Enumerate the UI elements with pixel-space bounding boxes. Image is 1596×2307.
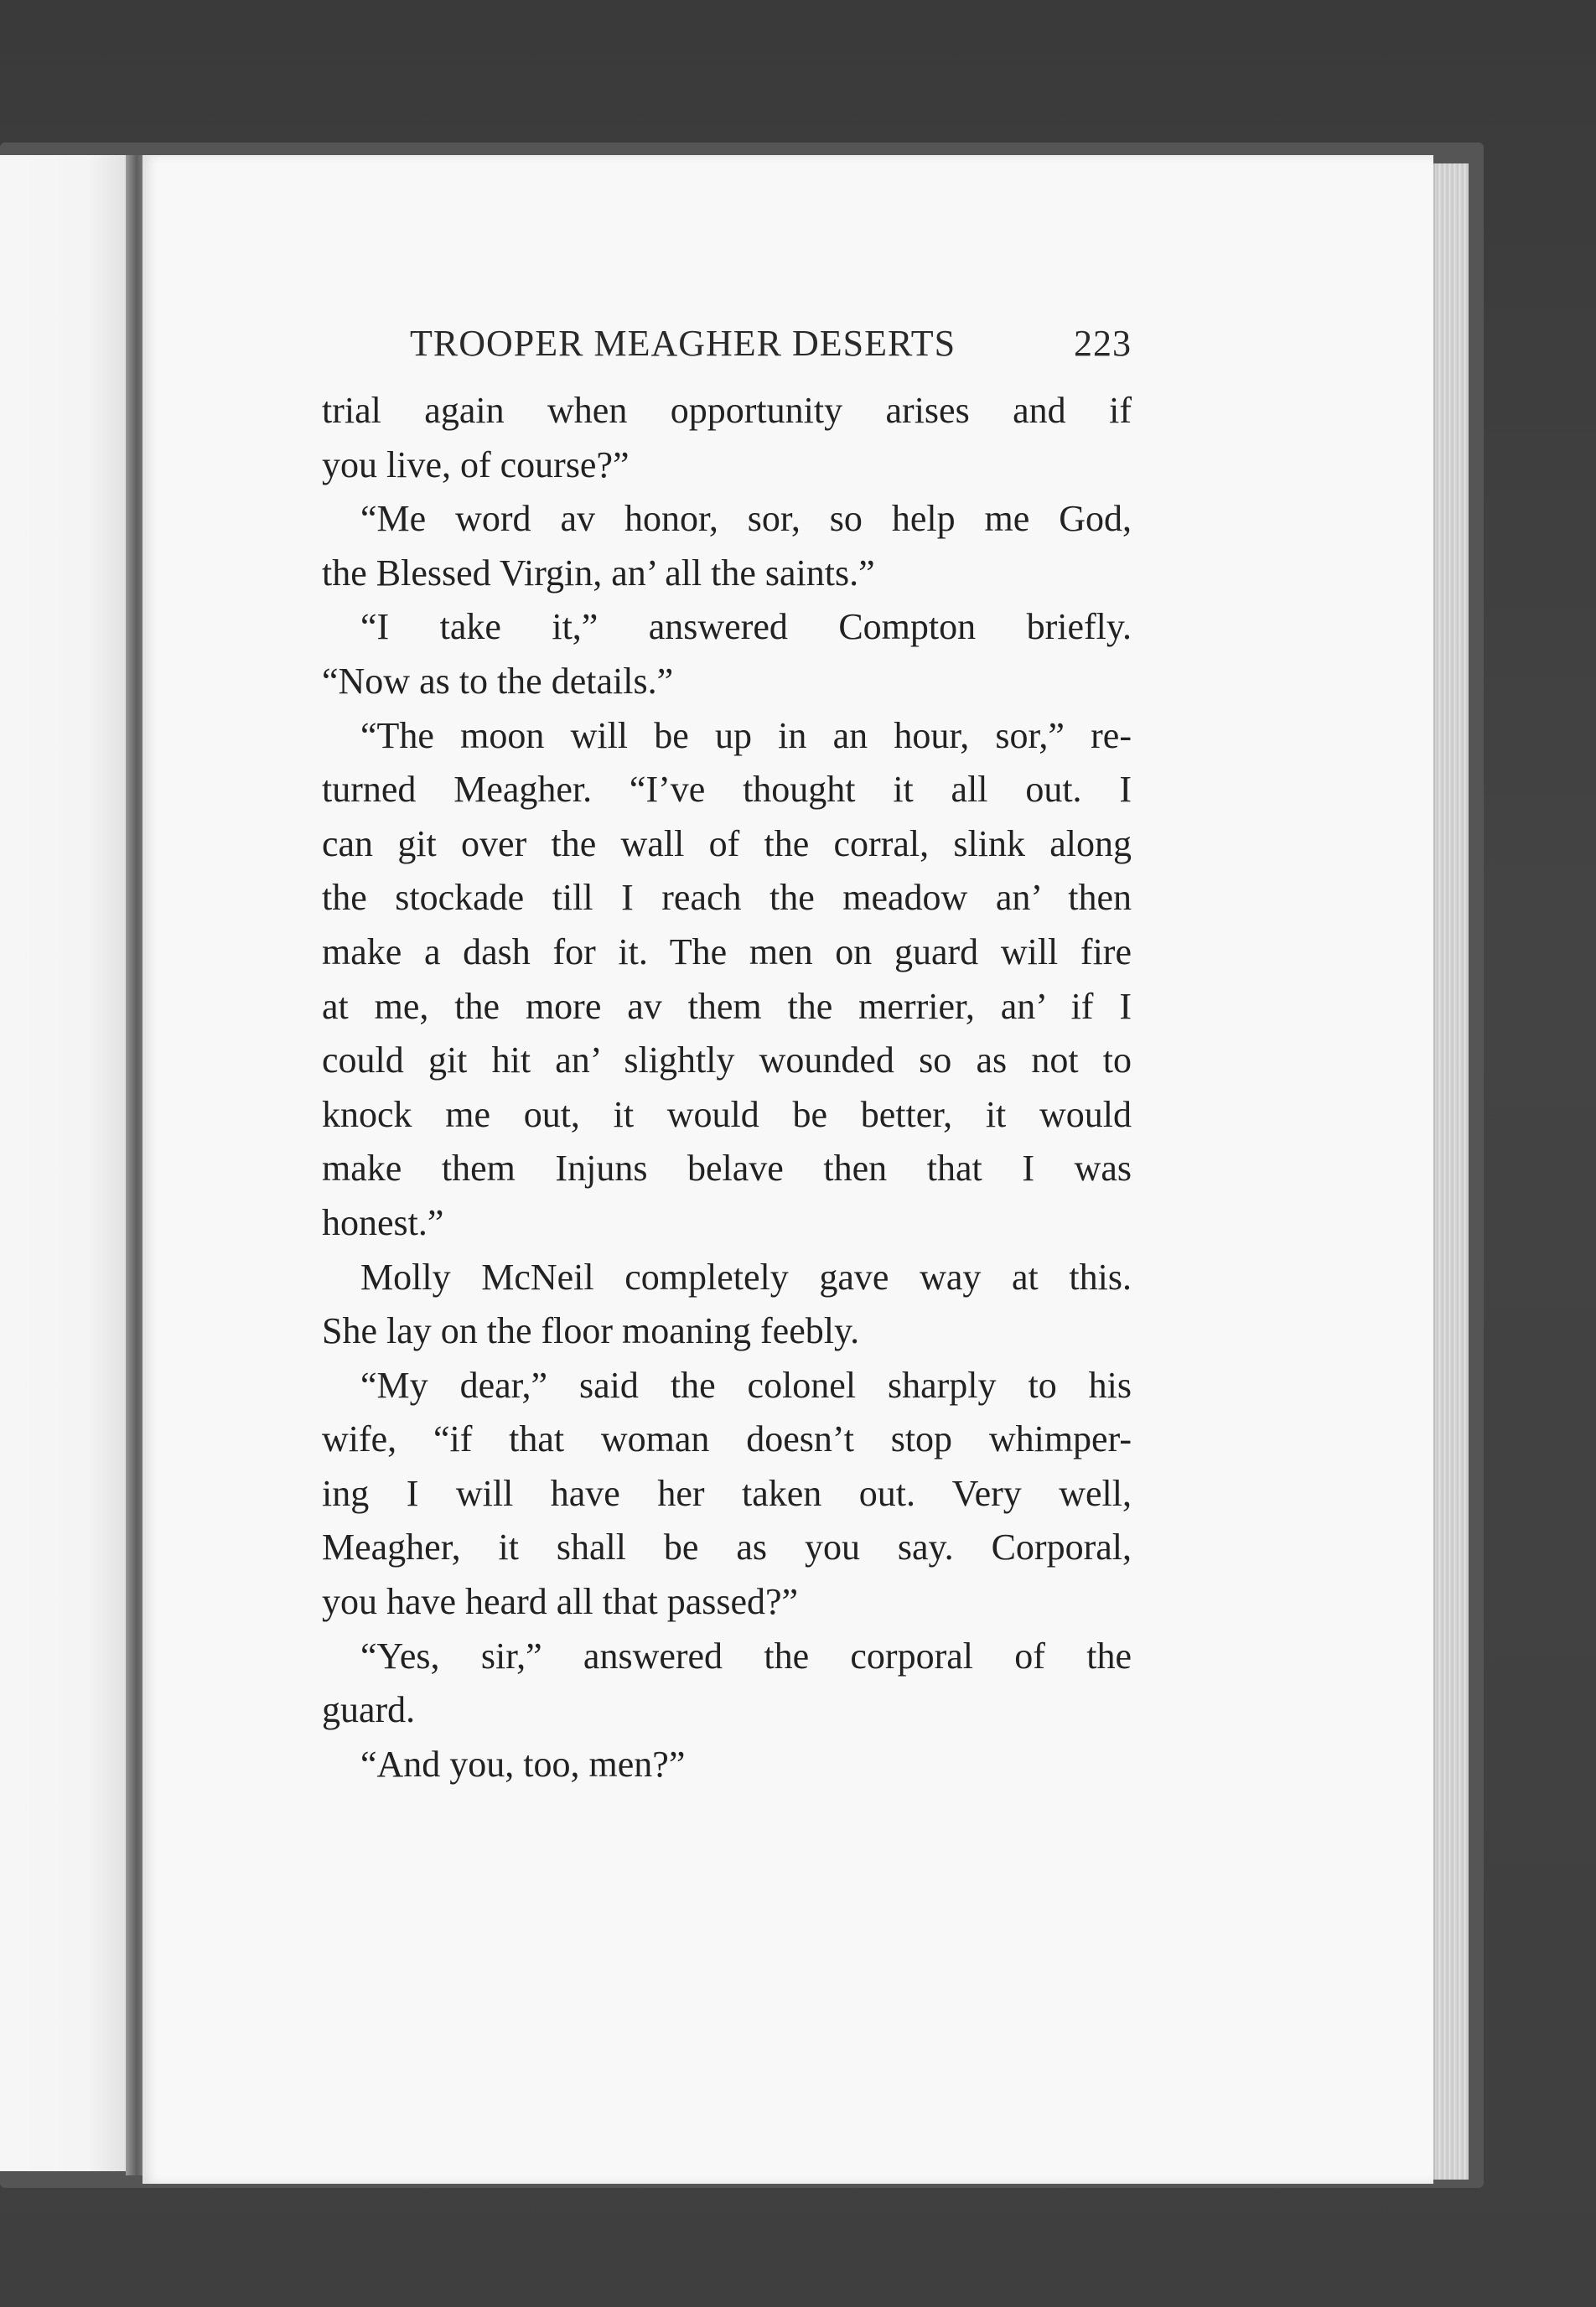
- text-line: trial again when opportunity arises and if: [322, 390, 1132, 431]
- body-text: [322, 384, 1132, 1791]
- text-line: ing I will have her taken out. Very well,: [322, 1472, 1132, 1514]
- text-line: “I take it,” answered Compton briefly.: [360, 606, 1132, 648]
- text-line: could git hit an’ slightly wounded so as not to: [322, 1039, 1132, 1081]
- left-page: [0, 155, 126, 2171]
- running-head: [322, 322, 1132, 367]
- text-line: wife, “if that woman doesn’t stop whimper-: [322, 1418, 1132, 1460]
- text-line: “Yes, sir,” answered the corporal of the: [360, 1635, 1132, 1677]
- text-line: the Blessed Virgin, an’ all the saints.”: [322, 552, 875, 594]
- text-line: guard.: [322, 1689, 416, 1731]
- text-line: Meagher, it shall be as you say. Corporal,: [322, 1527, 1132, 1568]
- page-number: 223: [1074, 323, 1132, 364]
- page-stack-edge: [1433, 163, 1469, 2180]
- text-line: can git over the wall of the corral, slink along: [322, 822, 1132, 864]
- text-line: “My dear,” said the colonel sharply to his: [360, 1364, 1132, 1406]
- text-line: Molly McNeil completely gave way at this.: [360, 1256, 1132, 1298]
- text-line: you live, of course?”: [322, 443, 630, 485]
- text-line: “Now as to the details.”: [322, 660, 674, 702]
- text-line: knock me out, it would be better, it would: [322, 1093, 1132, 1135]
- text-line: make them Injuns belave then that I was: [322, 1148, 1132, 1190]
- text-line: She lay on the floor moaning feebly.: [322, 1310, 860, 1352]
- text-line: honest.”: [322, 1201, 444, 1243]
- text-line: “The moon will be up in an hour, sor,” re-: [360, 714, 1132, 756]
- text-line: you have heard all that passed?”: [322, 1581, 799, 1623]
- running-title: TROOPER MEAGHER DESERTS: [410, 323, 956, 364]
- text-line: turned Meagher. “I’ve thought it all out. I: [322, 769, 1132, 811]
- text-line: “And you, too, men?”: [360, 1743, 686, 1785]
- text-line: “Me word av honor, sor, so help me God,: [360, 498, 1132, 540]
- text-line: the stockade till I reach the meadow an’ then: [322, 877, 1132, 919]
- text-line: make a dash for it. The men on guard will fire: [322, 931, 1132, 972]
- text-line: at me, the more av them the merrier, an’ if I: [322, 985, 1132, 1027]
